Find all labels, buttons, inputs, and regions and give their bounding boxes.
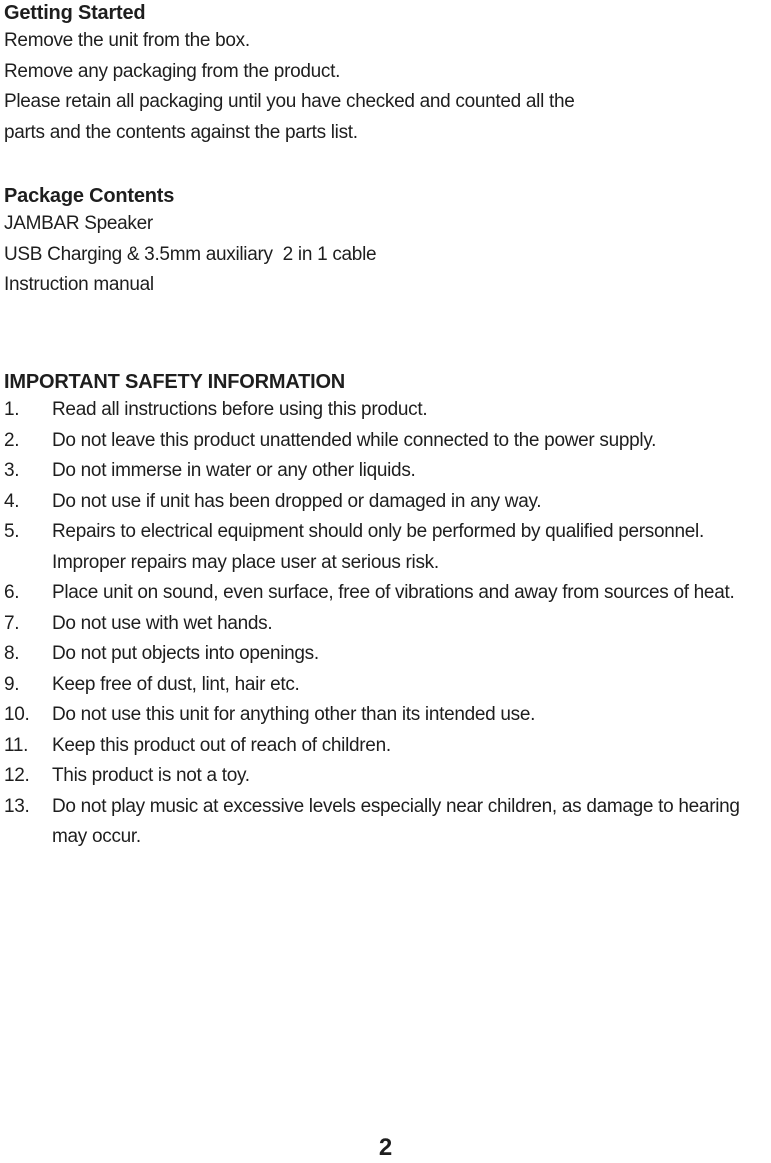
safety-item-text: Do not immerse in water or any other liquids. [52, 460, 416, 481]
safety-item [4, 517, 768, 578]
package-contents-heading: Package Contents [4, 185, 175, 207]
package-contents-item: USB Charging & 3.5mm auxiliary 2 in 1 cable [4, 243, 377, 265]
safety-item-text: Do not leave this product unattended while connected to the power supply. [52, 429, 657, 451]
getting-started-line: parts and the contents against the parts list. [4, 121, 358, 143]
safety-item [4, 731, 768, 762]
safety-item [4, 670, 768, 701]
page-number: 2 [378, 1134, 393, 1161]
getting-started-section [4, 0, 575, 148]
safety-information-section [4, 369, 768, 853]
safety-item-number: 5. [4, 521, 20, 542]
safety-item-number: 10. [4, 704, 30, 725]
getting-started-line: Remove the unit from the box. [4, 30, 250, 51]
safety-item-text: Do not use with wet hands. [52, 612, 273, 634]
getting-started-line: Please retain all packaging until you have checked and counted all the [4, 91, 575, 112]
safety-item-number: 12. [4, 765, 30, 786]
safety-item-text: Do not use if unit has been dropped or damaged in any way. [52, 490, 542, 512]
safety-item [4, 426, 768, 457]
safety-item [4, 456, 768, 487]
package-contents-item: Instruction manual [4, 274, 154, 295]
safety-item-text: Do not play music at excessive levels especially near children, as damage to hearing may occur. [52, 795, 740, 847]
safety-item-text: Keep this product out of reach of children. [52, 734, 391, 756]
safety-item [4, 487, 768, 518]
safety-item-number: 6. [4, 582, 20, 603]
safety-item-text: Do not put objects into openings. [52, 643, 319, 664]
safety-item-number: 2. [4, 429, 20, 451]
safety-item-number: 7. [4, 612, 20, 634]
package-contents-item: JAMBAR Speaker [4, 213, 153, 234]
safety-item-number: 11. [4, 734, 29, 756]
safety-item-text: Repairs to electrical equipment should only be performed by qualified personnel. Improper repairs may place user at serious risk. [52, 521, 704, 573]
safety-item-number: 3. [4, 460, 20, 481]
safety-item-number: 8. [4, 643, 20, 664]
safety-item-text: Read all instructions before using this product. [52, 399, 428, 420]
safety-item [4, 700, 768, 731]
safety-item [4, 792, 768, 853]
safety-item [4, 395, 768, 426]
safety-item [4, 578, 768, 609]
safety-item-text: Keep free of dust, lint, hair etc. [52, 673, 300, 695]
safety-list [4, 395, 768, 853]
safety-item-number: 1. [4, 399, 20, 420]
safety-item [4, 761, 768, 792]
safety-item-number: 9. [4, 673, 20, 695]
package-contents-section [4, 183, 376, 301]
safety-item-text: Do not use this unit for anything other than its intended use. [52, 704, 536, 725]
safety-item [4, 639, 768, 670]
safety-item-text: Place unit on sound, even surface, free of vibrations and away from sources of heat. [52, 582, 735, 603]
safety-item-number: 4. [4, 490, 20, 512]
getting-started-line: Remove any packaging from the product. [4, 60, 341, 82]
safety-information-heading: IMPORTANT SAFETY INFORMATION [4, 371, 346, 393]
safety-item-number: 13. [4, 795, 30, 817]
getting-started-heading: Getting Started [4, 2, 146, 24]
safety-item-text: This product is not a toy. [52, 765, 250, 786]
safety-item [4, 609, 768, 640]
